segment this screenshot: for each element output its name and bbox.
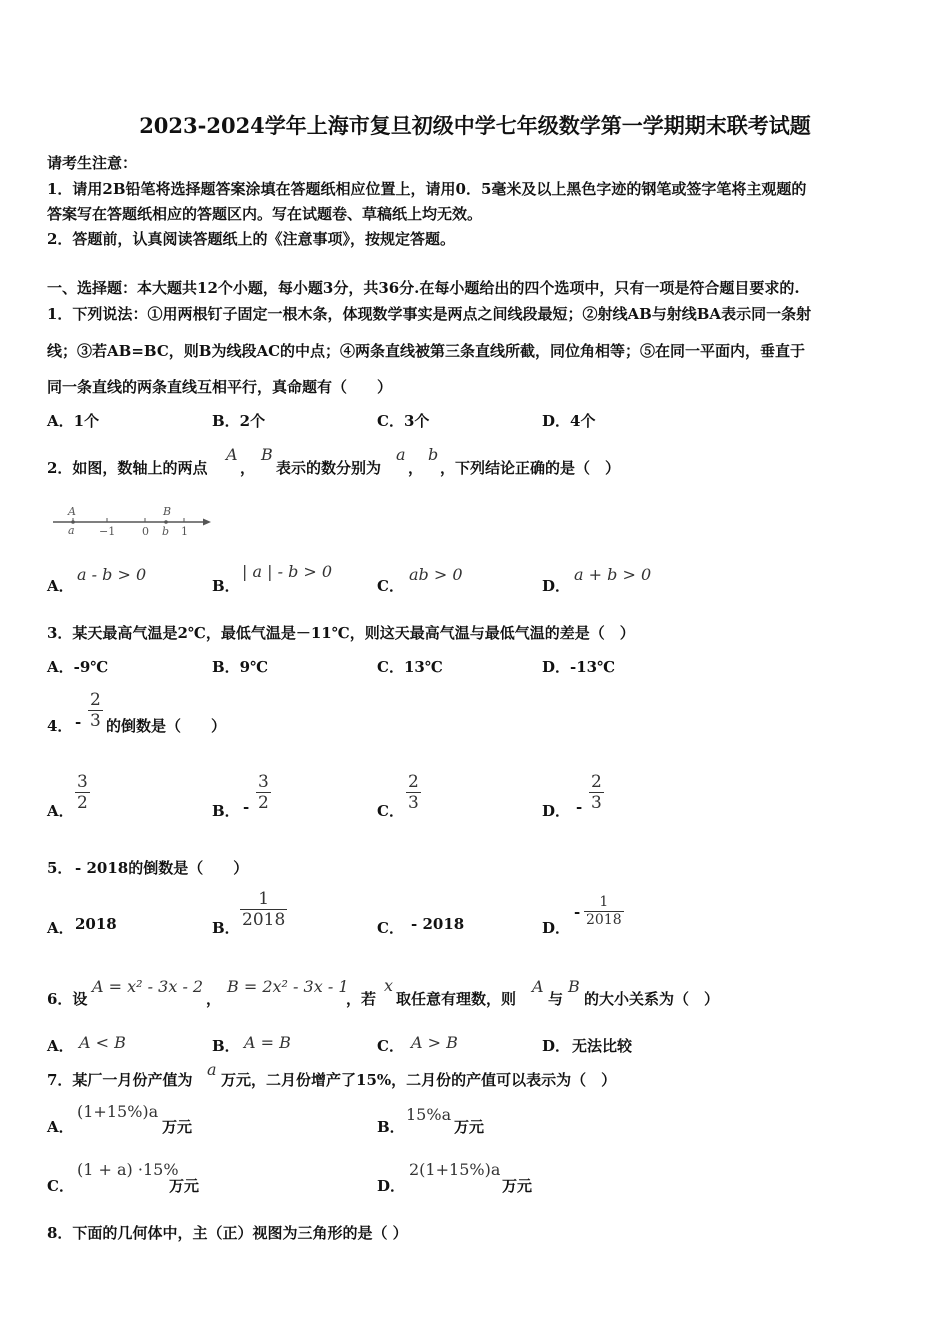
q1-option-c: C．3个 <box>377 412 430 430</box>
point-b-dot <box>164 520 168 524</box>
label-b: b <box>162 525 170 538</box>
q4-letter-c: C． <box>377 802 404 820</box>
q7-expr-a: (1+15%)a <box>77 1102 159 1121</box>
q2-letter-b: B． <box>212 577 240 595</box>
q6-letter-c: C． <box>377 1037 404 1055</box>
q2-point-b: B <box>261 445 273 464</box>
q5-option-d-sign: - <box>574 903 581 921</box>
notice-heading: 请考生注意： <box>47 154 138 172</box>
q7-expr-c: (1 + a) ·15% <box>77 1160 179 1179</box>
q2-expr-d: a + b > 0 <box>574 565 652 584</box>
q7-expr-b: 15%a <box>406 1105 452 1124</box>
q4-option-b-sign: - <box>243 798 250 816</box>
q1-option-b: B．2个 <box>212 412 266 430</box>
q1-option-d: D．4个 <box>542 412 596 430</box>
q6-yu: 与 <box>548 990 564 1008</box>
number-line-arrow <box>203 519 211 526</box>
q6-var-x: x <box>384 976 394 995</box>
q2-letter-d: D． <box>542 577 571 595</box>
q7-unit-a: 万元 <box>162 1118 193 1136</box>
q5-option-d-fraction <box>584 894 624 929</box>
q6-comma: ， <box>206 990 222 1008</box>
q7-unit-c: 万元 <box>169 1177 200 1195</box>
notice-line-1b: 答案写在答题纸相应的答题区内。写在试题卷、草稿纸上均无效。 <box>47 205 483 223</box>
page-title: 2023-2024学年上海市复旦初级中学七年级数学第一学期期末联考试题 <box>139 113 811 138</box>
q2-expr-c: ab > 0 <box>409 565 463 584</box>
q7-letter-d: D． <box>377 1177 406 1195</box>
q5-option-d-den: 2018 <box>586 912 622 928</box>
q1-line-3: 同一条直线的两条直线互相平行，真命题有（ ） <box>47 378 393 396</box>
tick-label-1: 1 <box>181 525 188 538</box>
q6-letter-a: A． <box>47 1037 74 1055</box>
q4-option-c-den: 3 <box>408 793 419 813</box>
notice-line-1a: 1．请用2B铅笔将选择题答案涂填在答题纸相应位置上，请用0．5毫米及以上黑色字迹的钢笔或签字笔将主观题的 <box>47 180 807 198</box>
q2-point-a: A <box>226 445 238 464</box>
q4-option-d-num: 2 <box>591 772 602 792</box>
q3-text: 3．某天最高气温是2℃，最低气温是－11℃，则这天最高气温与最低气温的差是（ ） <box>47 624 635 642</box>
q2-suffix: ，下列结论正确的是（ ） <box>440 459 621 477</box>
q6-option-d: 无法比较 <box>572 1037 633 1055</box>
q7-unit-d: 万元 <box>502 1177 533 1195</box>
q6-mid: 取任意有理数，则 <box>396 990 517 1008</box>
point-b-label: B <box>163 505 172 518</box>
q5-option-b-num: 1 <box>258 889 270 909</box>
q7-prefix: 7．某厂一月份产值为 <box>47 1071 193 1089</box>
q7-letter-c: C． <box>47 1177 74 1195</box>
q5-letter-b: B． <box>212 919 240 937</box>
section-heading: 一、选择题：本大题共12个小题，每小题3分，共36分.在每小题给出的四个选项中，只有一项是符合题目要求的. <box>47 279 800 297</box>
q1-line-1: 1．下列说法：①用两根钉子固定一根木条，体现数学事实是两点之间线段最短；②射线AB与射线BA表示同一条射 <box>47 305 812 323</box>
q4-option-d-sign: - <box>576 798 583 816</box>
q2-letter-a: A． <box>47 577 74 595</box>
q4-option-d-den: 3 <box>591 793 602 813</box>
q6-suffix: 的大小关系为（ ） <box>584 990 720 1008</box>
q6-option-a: A < B <box>79 1033 126 1052</box>
q4-option-a-num: 3 <box>77 772 88 792</box>
q6-var-a: A <box>532 977 544 996</box>
label-a: a <box>68 524 75 537</box>
q6-letter-b: B． <box>212 1037 240 1055</box>
tick-label-minus-1: −1 <box>99 525 116 538</box>
q4-suffix: 的倒数是（ ） <box>106 717 227 735</box>
q5-letter-a: A． <box>47 919 74 937</box>
q7-letter-a: A． <box>47 1118 74 1136</box>
q4-sign: - <box>75 713 82 731</box>
q4-option-b-den: 2 <box>258 793 269 813</box>
q3-option-d: D．-13℃ <box>542 658 616 676</box>
q2-letter-c: C． <box>377 577 404 595</box>
q5-letter-c: C． <box>377 919 404 937</box>
q5-option-c: - 2018 <box>411 915 465 933</box>
q2-comma-1: ， <box>240 459 256 477</box>
notice-line-2: 2．答题前，认真阅读答题纸上的《注意事项》，按规定答题。 <box>47 230 455 248</box>
q2-comma-2: ， <box>408 459 424 477</box>
q7-var-a: a <box>207 1060 217 1079</box>
q1-option-a: A．1个 <box>47 412 100 430</box>
q6-prefix: 6．设 <box>47 990 88 1008</box>
q5-option-d-num: 1 <box>599 894 609 910</box>
q5-option-a: 2018 <box>75 915 117 933</box>
q2-expr-b: | a | - b > 0 <box>242 562 333 581</box>
q1-line-2: 线；③若AB=BC，则B为线段AC的中点；④两条直线被第三条直线所截，同位角相等；⑤在同一平面内，垂直于 <box>47 342 806 360</box>
q6-option-b: A = B <box>244 1033 291 1052</box>
q4-option-c-num: 2 <box>408 772 419 792</box>
q4-number: 4． <box>47 717 73 735</box>
q5-option-b-den: 2018 <box>242 910 286 930</box>
q4-option-a-fraction <box>75 772 90 813</box>
q6-expr-a: A = x² - 3x - 2 <box>92 977 204 996</box>
tick-label-0: 0 <box>142 525 149 538</box>
q6-letter-d: D． <box>542 1037 571 1055</box>
q4-option-b-fraction <box>256 772 271 813</box>
q4-letter-d: D． <box>542 802 571 820</box>
q5-text: - 2018的倒数是（ ） <box>75 859 249 877</box>
q4-fraction-num: 2 <box>90 690 101 710</box>
q4-fraction-den: 3 <box>90 711 101 731</box>
q4-letter-a: A． <box>47 802 74 820</box>
q3-option-b: B．9℃ <box>212 658 269 676</box>
point-a-label: A <box>68 505 76 518</box>
q6-option-c: A > B <box>411 1033 458 1052</box>
q7-letter-b: B． <box>377 1118 405 1136</box>
q7-expr-d: 2(1+15%)a <box>409 1160 501 1179</box>
q4-fraction <box>88 690 103 731</box>
q6-expr-b: B = 2x² - 3x - 1 <box>227 977 349 996</box>
q2-prefix: 2．如图，数轴上的两点 <box>47 459 208 477</box>
q3-option-c: C．13℃ <box>377 658 443 676</box>
q2-var-b: b <box>428 445 439 464</box>
q4-option-c-fraction <box>406 772 421 813</box>
q7-unit-b: 万元 <box>454 1118 485 1136</box>
q2-expr-a: a - b > 0 <box>77 565 147 584</box>
q4-option-a-den: 2 <box>77 793 88 813</box>
q4-letter-b: B． <box>212 802 240 820</box>
q2-number-line <box>47 500 217 545</box>
q3-option-a: A．-9℃ <box>47 658 109 676</box>
q5-number: 5． <box>47 859 73 877</box>
q4-option-b-num: 3 <box>258 772 269 792</box>
q8-text: 8．下面的几何体中，主（正）视图为三角形的是（ ） <box>47 1224 408 1242</box>
q5-letter-d: D． <box>542 919 571 937</box>
q6-ruo: ，若 <box>346 990 377 1008</box>
q7-suffix: 万元，二月份增产了15%，二月份的产值可以表示为（ ） <box>221 1071 617 1089</box>
q6-var-b: B <box>568 977 580 996</box>
q2-mid: 表示的数分别为 <box>276 459 382 477</box>
q5-option-b-fraction <box>240 889 287 930</box>
q4-option-d-fraction <box>589 772 604 813</box>
q2-var-a: a <box>396 445 406 464</box>
